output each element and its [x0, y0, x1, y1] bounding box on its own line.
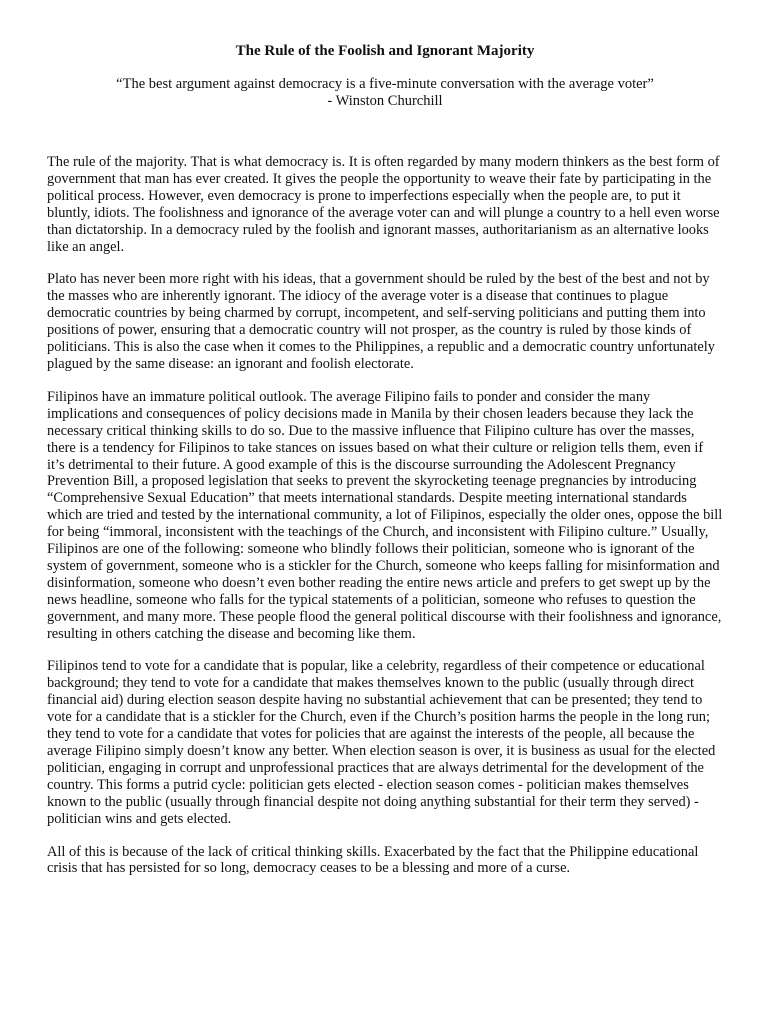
epigraph-quote: “The best argument against democracy is a five-minute conversation with the average voter”	[116, 76, 654, 92]
paragraph-5: All of this is because of the lack of critical thinking skills. Exacerbated by the fact that the Philippine educational crisis that has persisted for so long, democracy ceases to be a blessing and more of a curse.	[47, 843, 699, 877]
paragraph-4: Filipinos tend to vote for a candidate that is popular, like a celebrity, regardless of their competence or educational background; they tend to vote for a candidate that makes themselves known to the public (usually through direct financial aid) during election season despite having no substantial achievement that can be presented; they tend to vote for a candidate that is a stickler for the Church, even if the Church’s position harms the people in the long run; they tend to vote for a candidate that votes for policies that are against the interests of the people, all because the average Filipino simply doesn’t know any better. When election season is over, it is business as usual for the elected politician, engaging in corrupt and unprofessional practices that are always detrimental for the development of the country. This forms a putrid cycle: politician gets elected - election season comes - politician makes themselves known to the public (usually through financial despite not doing anything substantial for their term they served) - politician wins and gets elected.	[47, 658, 716, 827]
paragraph-3: Filipinos have an immature political outlook. The average Filipino fails to ponder and consider the many implications and consequences of policy decisions made in Manila by their chosen leaders because they lack the necessary critical thinking skills to do so. Due to the massive influence that Filipino culture has over the masses, there is a tendency for Filipinos to take stances on issues based on what their culture or religion tells them, even if it’s detrimental to their future. A good example of this is the discourse surrounding the Adolescent Pregnancy Prevention Bill, a proposed legislation that seeks to prevent the skyrocketing teenage pregnancies by introducing “Comprehensive Sexual Education” that meets international standards. Despite meeting international standards which are tried and tested by the international community, a lot of Filipinos, especially the older ones, oppose the bill for being “immoral, inconsistent with the teachings of the Church, and inconsistent with Filipino culture.” Usually, Filipinos are one of the following: someone who blindly follows their politician, someone who is ignorant of the system of government, someone who is a stickler for the Church, someone who keeps falling for misinformation and disinformation, someone who doesn’t even bother reading the entire news article and prefers to get swept up by the news headline, someone who falls for the typical statements of a politician, someone who refuses to question the government, and many more. These people flood the general political discourse with their foolishness and ignorance, resulting in others catching the disease and becoming like them.	[47, 388, 723, 642]
paragraph-2: Plato has never been more right with his ideas, that a government should be ruled by the best of the best and not by the masses who are inherently ignorant. The idiocy of the average voter is a disease that continues to plague democratic countries by being charmed by corrupt, incompetent, and self-serving politicians and putting them into positions of power, ensuring that a democratic country will not prosper, as the country is ruled by those kinds of politicians. This is also the case when it comes to the Philippines, a republic and a democratic country unfortunately plagued by the same disease: an ignorant and foolish electorate.	[47, 271, 715, 372]
document-page	[47, 42, 723, 893]
epigraph-attribution: - Winston Churchill	[327, 93, 443, 109]
paragraph-1: The rule of the majority. That is what democracy is. It is often regarded by many modern thinkers as the best form of government that man has ever created. It gives the people the opportunity to weave their fate by participating in the political process. However, even democracy is prone to imperfections especially when the people are, to put it bluntly, idiots. The foolishness and ignorance of the average voter can and will plunge a country to a hell even worse than dictatorship. In a democracy ruled by the foolish and ignorant masses, authoritarianism as an alternative looks like an angel.	[47, 154, 720, 255]
epigraph	[47, 76, 723, 110]
page-title: The Rule of the Foolish and Ignorant Majority	[235, 43, 535, 59]
